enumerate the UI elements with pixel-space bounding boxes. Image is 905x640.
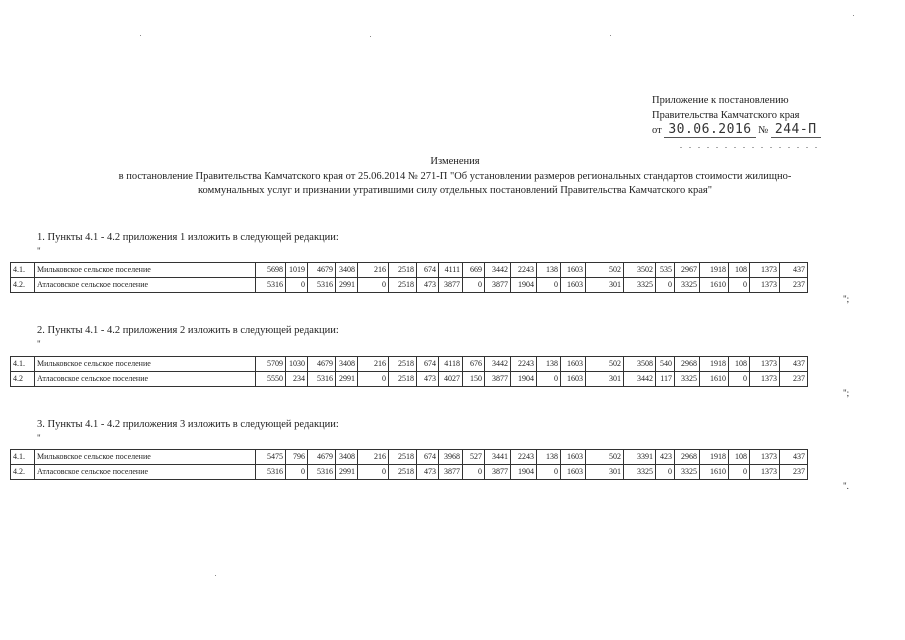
value-cell: 502 bbox=[586, 450, 624, 465]
value-cell: 4111 bbox=[439, 263, 463, 278]
value-cell: 2518 bbox=[389, 263, 417, 278]
title-heading: Изменения bbox=[430, 156, 480, 167]
value-cell: 796 bbox=[286, 450, 308, 465]
value-cell: 0 bbox=[729, 372, 750, 387]
value-cell: 2243 bbox=[511, 357, 537, 372]
value-cell: 2243 bbox=[511, 450, 537, 465]
section-3-table bbox=[10, 449, 808, 480]
value-cell: 138 bbox=[537, 450, 561, 465]
settlement-name-cell: Мильковское сельское поселение bbox=[35, 357, 256, 372]
value-cell: 138 bbox=[537, 357, 561, 372]
value-cell: 1904 bbox=[511, 372, 537, 387]
value-cell: 5316 bbox=[308, 278, 336, 293]
value-cell: 117 bbox=[656, 372, 675, 387]
value-cell: 1904 bbox=[511, 278, 537, 293]
value-cell: 0 bbox=[656, 278, 675, 293]
value-cell: 0 bbox=[656, 465, 675, 480]
value-cell: 0 bbox=[537, 465, 561, 480]
scan-speck bbox=[140, 35, 141, 36]
value-cell: 1918 bbox=[700, 450, 729, 465]
value-cell: 0 bbox=[358, 278, 389, 293]
scan-speck bbox=[215, 575, 216, 576]
value-cell: 2518 bbox=[389, 450, 417, 465]
value-cell: 540 bbox=[656, 357, 675, 372]
value-cell: 1610 bbox=[700, 278, 729, 293]
value-cell: 3968 bbox=[439, 450, 463, 465]
scan-speck bbox=[853, 15, 854, 16]
value-cell: 3325 bbox=[624, 278, 656, 293]
row-number-cell: 4.2 bbox=[11, 372, 35, 387]
value-cell: 0 bbox=[358, 372, 389, 387]
value-cell: 1373 bbox=[750, 450, 780, 465]
value-cell: 4118 bbox=[439, 357, 463, 372]
value-cell: 3325 bbox=[675, 278, 700, 293]
row-number-cell: 4.2. bbox=[11, 465, 35, 480]
value-cell: 108 bbox=[729, 263, 750, 278]
value-cell: 0 bbox=[358, 465, 389, 480]
value-cell: 237 bbox=[780, 278, 808, 293]
value-cell: 669 bbox=[463, 263, 485, 278]
value-cell: 3877 bbox=[485, 278, 511, 293]
value-cell: 2243 bbox=[511, 263, 537, 278]
table-row bbox=[11, 450, 808, 465]
value-cell: 674 bbox=[417, 450, 439, 465]
value-cell: 237 bbox=[780, 465, 808, 480]
value-cell: 3508 bbox=[624, 357, 656, 372]
value-cell: 2518 bbox=[389, 465, 417, 480]
value-cell: 1904 bbox=[511, 465, 537, 480]
value-cell: 2991 bbox=[336, 465, 358, 480]
value-cell: 3877 bbox=[439, 278, 463, 293]
table-row bbox=[11, 465, 808, 480]
appendix-line-2: Правительства Камчатского края bbox=[652, 109, 800, 121]
value-cell: 216 bbox=[358, 357, 389, 372]
value-cell: 138 bbox=[537, 263, 561, 278]
value-cell: 676 bbox=[463, 357, 485, 372]
value-cell: 1373 bbox=[750, 263, 780, 278]
value-cell: 2968 bbox=[675, 357, 700, 372]
row-number-cell: 4.2. bbox=[11, 278, 35, 293]
value-cell: 3502 bbox=[624, 263, 656, 278]
settlement-name-cell: Атласовское сельское поселение bbox=[35, 278, 256, 293]
value-cell: 0 bbox=[537, 372, 561, 387]
value-cell: 1603 bbox=[561, 372, 586, 387]
appendix-header bbox=[652, 94, 902, 139]
section-2-text: 2. Пункты 4.1 - 4.2 приложения 2 изложить в следующей редакции: bbox=[37, 325, 339, 336]
value-cell: 216 bbox=[358, 450, 389, 465]
scan-speck bbox=[370, 36, 371, 37]
value-cell: 0 bbox=[729, 465, 750, 480]
value-cell: 473 bbox=[417, 372, 439, 387]
value-cell: 473 bbox=[417, 465, 439, 480]
value-cell: 5316 bbox=[308, 465, 336, 480]
value-cell: 1019 bbox=[286, 263, 308, 278]
value-cell: 1373 bbox=[750, 357, 780, 372]
value-cell: 108 bbox=[729, 450, 750, 465]
value-cell: 3877 bbox=[485, 465, 511, 480]
value-cell: 1373 bbox=[750, 372, 780, 387]
table-row bbox=[11, 357, 808, 372]
value-cell: 2967 bbox=[675, 263, 700, 278]
title-subtitle-line-1: в постановление Правительства Камчатского края от 25.06.2014 № 271-П "Об установлении размеров региональных стандартов стоимости жилищно- bbox=[118, 170, 792, 182]
value-cell: 3325 bbox=[624, 465, 656, 480]
value-cell: 1918 bbox=[700, 263, 729, 278]
value-cell: 2991 bbox=[336, 372, 358, 387]
value-cell: 1610 bbox=[700, 372, 729, 387]
section-3-close-quote: ". bbox=[843, 481, 849, 491]
value-cell: 216 bbox=[358, 263, 389, 278]
value-cell: 3877 bbox=[439, 465, 463, 480]
value-cell: 3442 bbox=[624, 372, 656, 387]
value-cell: 1603 bbox=[561, 357, 586, 372]
value-cell: 3408 bbox=[336, 357, 358, 372]
document-title bbox=[55, 155, 855, 199]
value-cell: 3325 bbox=[675, 372, 700, 387]
value-cell: 5475 bbox=[256, 450, 286, 465]
settlement-name-cell: Мильковское сельское поселение bbox=[35, 450, 256, 465]
value-cell: 674 bbox=[417, 357, 439, 372]
value-cell: 3442 bbox=[485, 357, 511, 372]
table-row bbox=[11, 278, 808, 293]
row-number-cell: 4.1. bbox=[11, 450, 35, 465]
section-3-open-quote: " bbox=[37, 433, 41, 443]
value-cell: 1603 bbox=[561, 263, 586, 278]
value-cell: 473 bbox=[417, 278, 439, 293]
section-1-open-quote: " bbox=[37, 246, 41, 256]
value-cell: 2518 bbox=[389, 278, 417, 293]
value-cell: 237 bbox=[780, 372, 808, 387]
appendix-date-line bbox=[652, 123, 902, 139]
section-1-text: 1. Пункты 4.1 - 4.2 приложения 1 изложить в следующей редакции: bbox=[37, 232, 339, 243]
value-cell: 1373 bbox=[750, 465, 780, 480]
table-row bbox=[11, 263, 808, 278]
value-cell: 108 bbox=[729, 357, 750, 372]
value-cell: 674 bbox=[417, 263, 439, 278]
section-3-text: 3. Пункты 4.1 - 4.2 приложения 3 изложить в следующей редакции: bbox=[37, 419, 339, 430]
value-cell: 3441 bbox=[485, 450, 511, 465]
value-cell: 502 bbox=[586, 357, 624, 372]
value-cell: 5316 bbox=[308, 372, 336, 387]
value-cell: 1373 bbox=[750, 278, 780, 293]
value-cell: 5698 bbox=[256, 263, 286, 278]
settlement-name-cell: Атласовское сельское поселение bbox=[35, 465, 256, 480]
value-cell: 4679 bbox=[308, 263, 336, 278]
value-cell: 437 bbox=[780, 450, 808, 465]
scan-speck bbox=[610, 35, 611, 36]
value-cell: 0 bbox=[463, 465, 485, 480]
section-2-table bbox=[10, 356, 808, 387]
value-cell: 2991 bbox=[336, 278, 358, 293]
value-cell: 3877 bbox=[485, 372, 511, 387]
value-cell: 0 bbox=[463, 278, 485, 293]
scan-dotted-mark bbox=[680, 147, 820, 148]
value-cell: 3408 bbox=[336, 263, 358, 278]
value-cell: 234 bbox=[286, 372, 308, 387]
section-2-open-quote: " bbox=[37, 339, 41, 349]
section-1-table bbox=[10, 262, 808, 293]
handwritten-date: 30.06.2016 bbox=[664, 122, 755, 138]
value-cell: 3442 bbox=[485, 263, 511, 278]
value-cell: 437 bbox=[780, 263, 808, 278]
title-subtitle-line-2: коммунальных услуг и признании утратившими силу отдельных постановлений Правительства Камчатского края" bbox=[197, 185, 712, 196]
value-cell: 3408 bbox=[336, 450, 358, 465]
value-cell: 3325 bbox=[675, 465, 700, 480]
value-cell: 1603 bbox=[561, 450, 586, 465]
value-cell: 3391 bbox=[624, 450, 656, 465]
value-cell: 1918 bbox=[700, 357, 729, 372]
value-cell: 527 bbox=[463, 450, 485, 465]
value-cell: 5316 bbox=[256, 278, 286, 293]
value-cell: 2968 bbox=[675, 450, 700, 465]
value-cell: 5709 bbox=[256, 357, 286, 372]
value-cell: 2518 bbox=[389, 357, 417, 372]
value-cell: 301 bbox=[586, 465, 624, 480]
value-cell: 0 bbox=[537, 278, 561, 293]
settlement-name-cell: Мильковское сельское поселение bbox=[35, 263, 256, 278]
value-cell: 4679 bbox=[308, 450, 336, 465]
table-row bbox=[11, 372, 808, 387]
value-cell: 1610 bbox=[700, 465, 729, 480]
date-prefix: от bbox=[652, 125, 662, 136]
value-cell: 1603 bbox=[561, 278, 586, 293]
value-cell: 437 bbox=[780, 357, 808, 372]
value-cell: 0 bbox=[286, 465, 308, 480]
section-1-close-quote: "; bbox=[843, 294, 850, 304]
value-cell: 535 bbox=[656, 263, 675, 278]
value-cell: 423 bbox=[656, 450, 675, 465]
value-cell: 301 bbox=[586, 278, 624, 293]
value-cell: 150 bbox=[463, 372, 485, 387]
value-cell: 5316 bbox=[256, 465, 286, 480]
value-cell: 502 bbox=[586, 263, 624, 278]
value-cell: 4679 bbox=[308, 357, 336, 372]
handwritten-number: 244-П bbox=[771, 122, 821, 138]
number-prefix: № bbox=[758, 125, 769, 136]
row-number-cell: 4.1. bbox=[11, 357, 35, 372]
value-cell: 1603 bbox=[561, 465, 586, 480]
value-cell: 2518 bbox=[389, 372, 417, 387]
value-cell: 4027 bbox=[439, 372, 463, 387]
value-cell: 301 bbox=[586, 372, 624, 387]
row-number-cell: 4.1. bbox=[11, 263, 35, 278]
settlement-name-cell: Атласовское сельское поселение bbox=[35, 372, 256, 387]
value-cell: 1030 bbox=[286, 357, 308, 372]
value-cell: 0 bbox=[729, 278, 750, 293]
section-2-close-quote: "; bbox=[843, 388, 850, 398]
appendix-line-1: Приложение к постановлению bbox=[652, 95, 789, 106]
value-cell: 5550 bbox=[256, 372, 286, 387]
value-cell: 0 bbox=[286, 278, 308, 293]
